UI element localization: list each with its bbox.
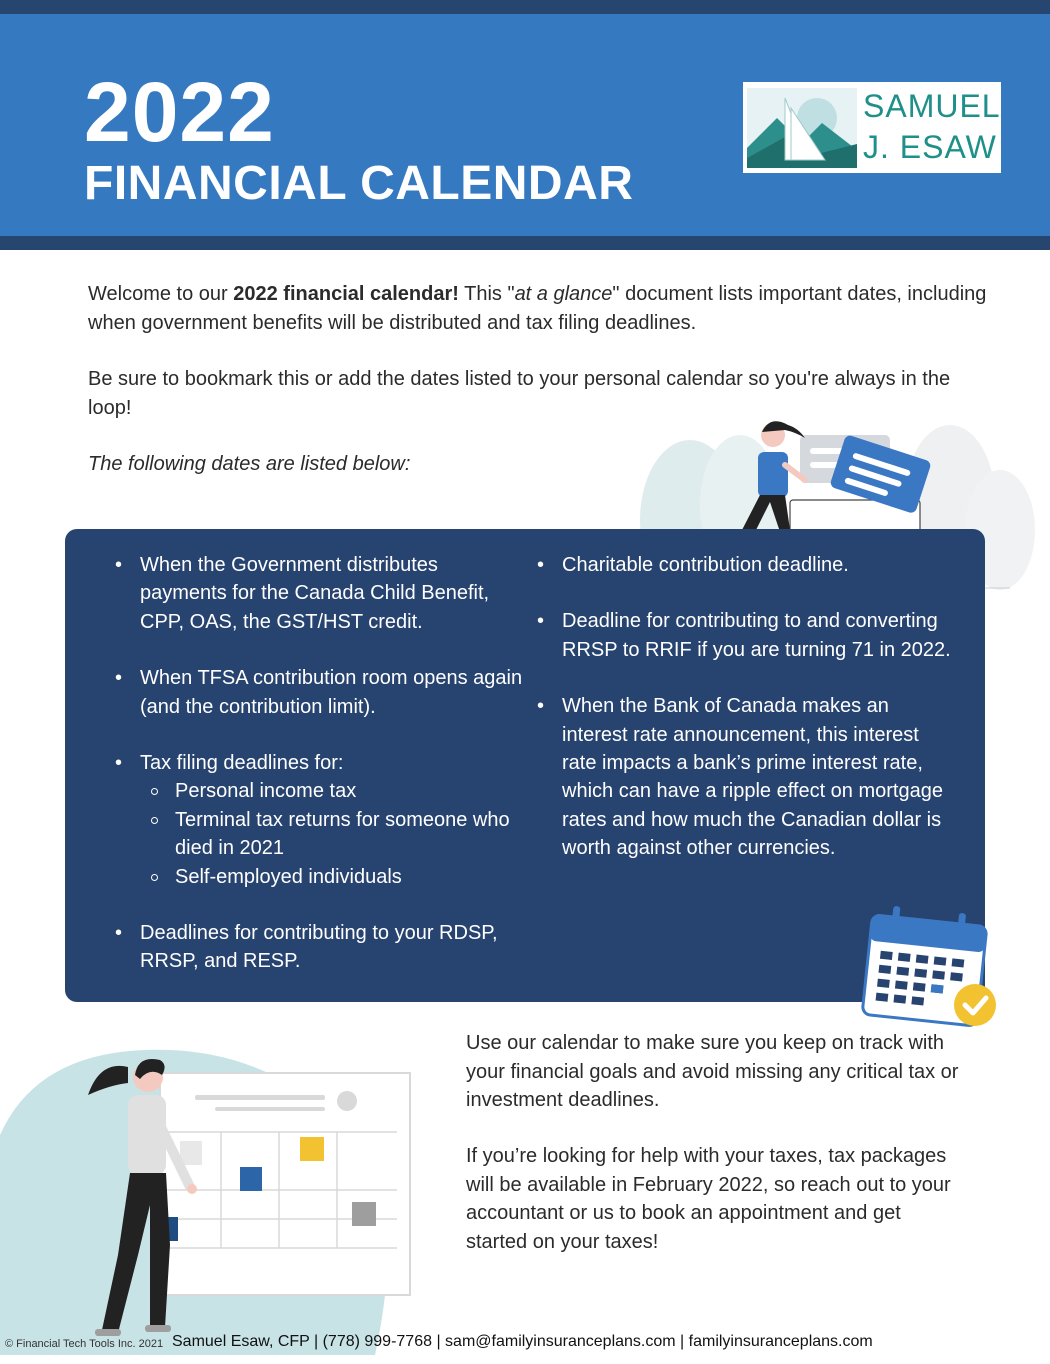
list-item: • When the Bank of Canada makes an interest rate announcement, this interest rate impacts a bank’s prime interest rate, which can have a ripple effect on mortgage rates and how much the Canadian dollar is worth against other currencies. <box>531 692 956 862</box>
copyright-text: © Financial Tech Tools Inc. 2021 <box>5 1338 164 1350</box>
list-item-label: Tax filing deadlines for: <box>140 752 344 775</box>
list-item-tax-deadlines <box>109 749 529 891</box>
calendar-check-icon <box>855 905 1000 1035</box>
intro-paragraph-3: The following dates are listed below: <box>88 453 411 475</box>
header-banner <box>0 14 1050 236</box>
company-logo <box>743 82 1001 173</box>
outro-paragraph-1: Use our calendar to make sure you keep on track with your financial goals and avoid missing any critical tax or investment deadlines. <box>466 1032 959 1111</box>
logo-line2: J. ESAW <box>863 129 997 165</box>
list-item: • Deadline for contributing to and converting RRSP to RRIF if you are turning 71 in 2022. <box>531 607 956 664</box>
sub-list-item: Personal income tax <box>140 777 529 805</box>
header-bottom-band <box>0 236 1050 250</box>
top-band <box>0 0 1050 14</box>
dates-list-card <box>65 529 985 1002</box>
intro-italic-text: at a glance <box>514 283 613 305</box>
intro-paragraph-2: Be sure to bookmark this or add the dates listed to your personal calendar so you're always in the loop! <box>88 368 951 419</box>
intro-text: This " <box>458 283 515 305</box>
list-item: • When TFSA contribution room opens again (and the contribution limit). <box>109 664 529 721</box>
sub-list-item: Terminal tax returns for someone who died in 2021 <box>140 806 529 863</box>
logo-sail-icon <box>747 88 857 168</box>
sub-list-item: Self-employed individuals <box>140 863 529 891</box>
list-item: • Charitable contribution deadline. <box>531 551 956 579</box>
intro-bold-text: 2022 financial calendar! <box>233 283 459 305</box>
intro-text: Welcome to our <box>88 283 234 305</box>
intro-text: " document lists important dates, including when government benefits will be distributed and tax filing deadlines. <box>88 283 987 334</box>
intro-paragraph-1 <box>88 280 988 337</box>
woman-at-calendar-board-illustration <box>0 1045 420 1355</box>
list-item: • When the Government distributes payments for the Canada Child Benefit, CPP, OAS, the GST/HST credit. <box>109 551 529 636</box>
header-year: 2022 <box>84 65 275 159</box>
list-right-column <box>531 551 956 891</box>
outro-paragraph-2: If you’re looking for help with your taxes, tax packages will be available in February 2022, so reach out to your accountant or us to book an appointment and get started on your taxes! <box>466 1145 951 1253</box>
list-item: • Deadlines for contributing to your RDSP, RRSP, and RESP. <box>109 919 529 976</box>
contact-info: Samuel Esaw, CFP | (778) 999-7768 | sam@familyinsuranceplans.com | familyinsuranceplans.com <box>172 1333 873 1350</box>
logo-text <box>863 86 1001 168</box>
list-left-column <box>109 551 529 1004</box>
logo-line1: SAMUEL <box>863 88 1001 124</box>
header-title: FINANCIAL CALENDAR <box>84 157 634 210</box>
